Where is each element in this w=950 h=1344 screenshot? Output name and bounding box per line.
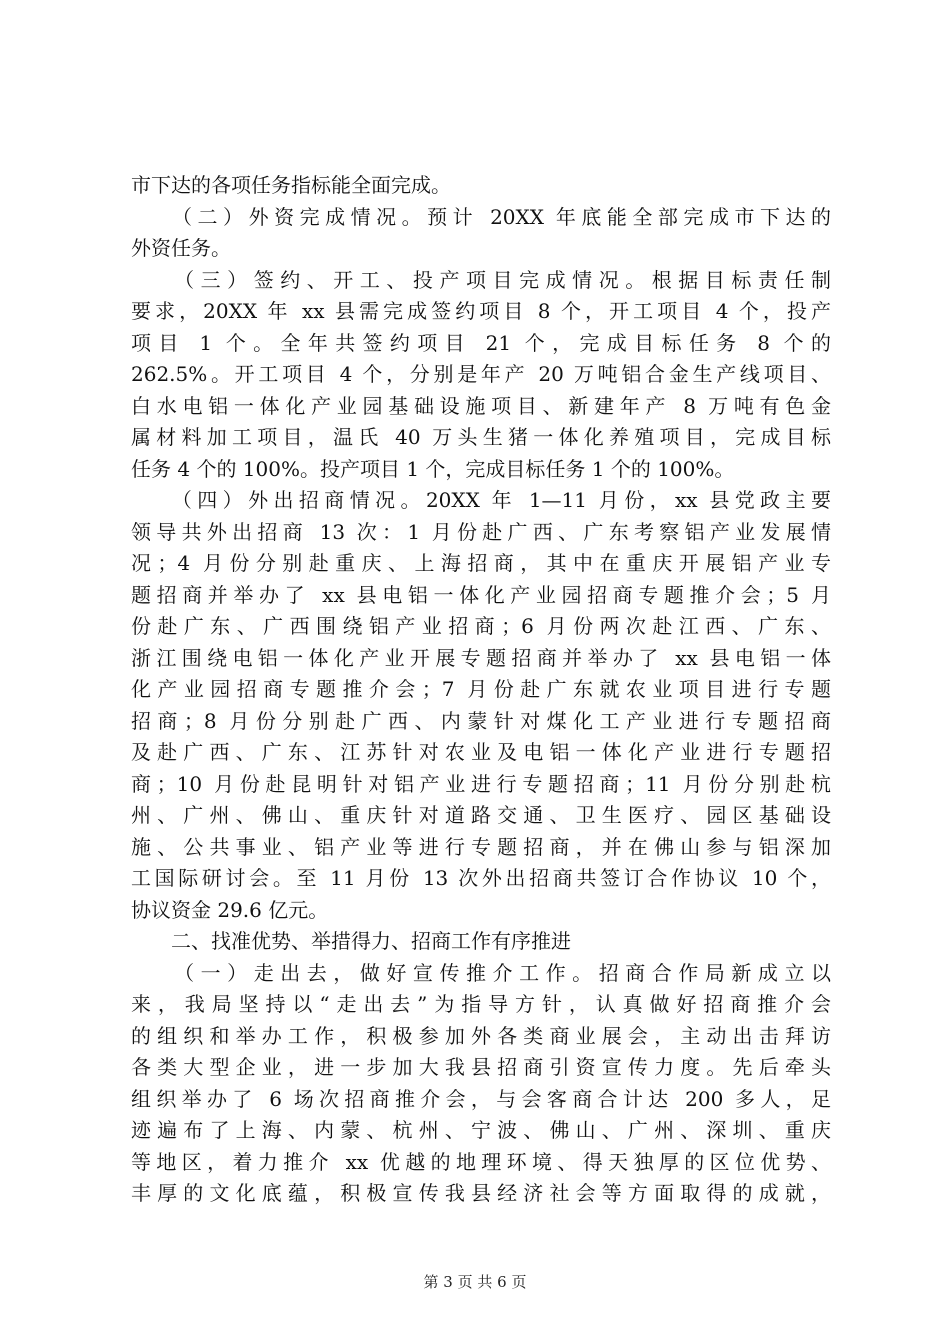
- text-line: 外资任务。: [131, 236, 231, 260]
- text-line: 丰厚的文化底蕴，积极宣传我县经济社会等方面取得的成就，: [131, 1181, 831, 1205]
- text-line: 招商；8 月份分别赴广西、内蒙针对煤化工产业进行专题招商: [131, 708, 831, 733]
- text-line: 二、找准优势、举措得力、招商工作有序推进: [131, 929, 571, 953]
- text-line: 的组织和举办工作，积极参加外各类商业展会，主动出击拜访: [131, 1023, 831, 1048]
- text-line: 来，我局坚持以“走出去”为指导方针，认真做好招商推介会: [131, 992, 831, 1016]
- text-line: （四）外出招商情况。20XX 年 1—11 月份，xx 县党政主要: [131, 488, 831, 512]
- text-line: 题招商并举办了 xx 县电铝一体化产业园招商专题推介会；5 月: [131, 582, 831, 607]
- text-line: 化产业园招商专题推介会；7 月份赴广东就农业项目进行专题: [131, 677, 831, 701]
- text-line: 及赴广西、广东、江苏针对农业及电铝一体化产业进行专题招: [131, 740, 831, 764]
- text-line: 组织举办了 6 场次招商推介会，与会客商合计达 200 多人，足: [131, 1086, 831, 1111]
- text-line: （三）签约、开工、投产项目完成情况。根据目标责任制: [131, 267, 831, 292]
- text-line: 等地区，着力推介 xx 优越的地理环境、得天独厚的区位优势、: [131, 1149, 831, 1174]
- text-line: 商；10 月份赴昆明针对铝产业进行专题招商；11 月份分别赴杭: [131, 771, 831, 796]
- text-line: 白水电铝一体化产业园基础设施项目、新建年产 8 万吨有色金: [131, 393, 831, 418]
- text-line: 262.5%。开工项目 4 个，分别是年产 20 万吨铝合金生产线项目、: [131, 362, 831, 386]
- text-line: 各类大型企业，进一步加大我县招商引资宣传力度。先后牵头: [131, 1055, 831, 1079]
- page-footer: 第 3 页 共 6 页: [423, 1273, 527, 1291]
- text-line: 浙江围绕电铝一体化产业开展专题招商并举办了 xx 县电铝一体: [131, 645, 831, 670]
- text-line: 份赴广东、广西围绕铝产业招商；6 月份两次赴江西、广东、: [131, 614, 831, 638]
- text-line: 任务 4 个的 100%。投产项目 1 个，完成目标任务 1 个的 100%。: [131, 456, 735, 481]
- text-line: 属材料加工项目，温氏 40 万头生猪一体化养殖项目，完成目标: [131, 425, 831, 449]
- document-body: [131, 170, 831, 1210]
- text-line: 要求，20XX 年 xx 县需完成签约项目 8 个，开工项目 4 个，投产: [131, 299, 831, 323]
- text-line: （二）外资完成情况。预计 20XX 年底能全部完成市下达的: [131, 204, 831, 229]
- text-line: 领导共外出招商 13 次：1 月份赴广西、广东考察铝产业发展情: [131, 519, 831, 544]
- text-line: 工国际研讨会。至 11 月份 13 次外出招商共签订合作协议 10 个，: [131, 866, 831, 890]
- text-line: 协议资金 29.6 亿元。: [131, 897, 329, 922]
- text-line: 况；4 月份分别赴重庆、上海招商，其中在重庆开展铝产业专: [131, 551, 831, 575]
- text-line: 州、广州、佛山、重庆针对道路交通、卫生医疗、园区基础设: [131, 803, 831, 827]
- text-line: 市下达的各项任务指标能全面完成。: [131, 173, 451, 197]
- text-line: 项目 1 个。全年共签约项目 21 个，完成目标任务 8 个的: [131, 330, 831, 355]
- text-line: （一）走出去，做好宣传推介工作。招商合作局新成立以: [131, 960, 831, 985]
- text-line: 施、公共事业、铝产业等进行专题招商，并在佛山参与铝深加: [131, 834, 831, 859]
- text-line: 迹遍布了上海、内蒙、杭州、宁波、佛山、广州、深圳、重庆: [131, 1118, 831, 1142]
